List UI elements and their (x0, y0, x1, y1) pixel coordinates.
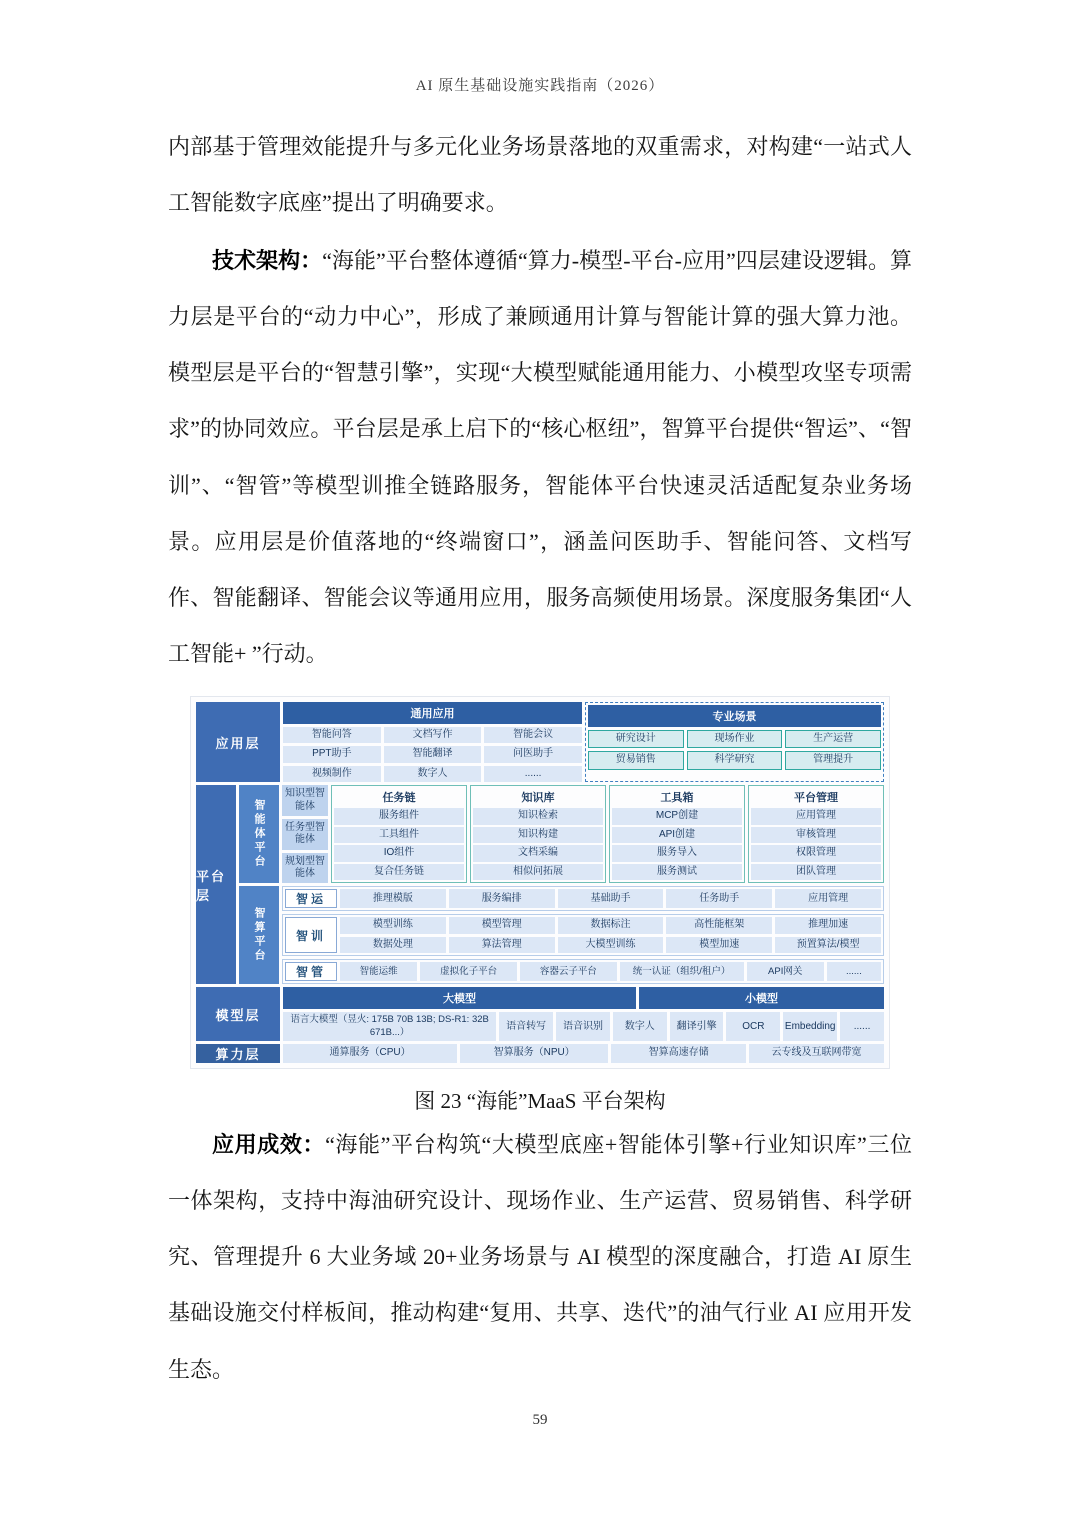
maas-row-zhiyun (282, 886, 884, 911)
agent-group-toolbox (609, 785, 745, 883)
agent-types-column (282, 785, 328, 883)
diagram-cell: 研究设计 (588, 730, 684, 749)
diagram-cell: 任务型智能体 (282, 819, 328, 850)
diagram-cell: 规划型智能体 (282, 853, 328, 884)
diagram-cell: 复合任务链 (334, 864, 464, 881)
agent-group-title: 任务链 (382, 792, 416, 805)
diagram-cell: 模型训练 (340, 917, 446, 934)
diagram-cell: 数据处理 (340, 937, 446, 954)
maas-row-title: 智训 (285, 917, 337, 953)
model-layer-body (283, 987, 884, 1041)
diagram-cell: 智能翻译 (384, 746, 482, 763)
diagram-cell: 通算服务（CPU） (283, 1044, 457, 1063)
diagram-cell: 工具组件 (334, 827, 464, 844)
diagram-cell: 科学研究 (687, 751, 783, 770)
figure-caption: 图 23 “海能”MaaS 平台架构 (414, 1089, 666, 1114)
diagram-cell: 语言大模型（昱火: 175B 70B 13B; DS-R1: 32B 671B...） (283, 1012, 496, 1041)
diagram-cell: 应用管理 (751, 808, 881, 825)
page-content (0, 95, 1080, 1398)
general-apps-header: 通用应用 (283, 702, 582, 724)
paragraph-application-results-label: 应用成效： (212, 1132, 326, 1158)
layer-label-model: 模型层 (196, 987, 280, 1041)
maas-rows (282, 886, 884, 984)
compute-cells (283, 1044, 884, 1063)
diagram-cell: 模型管理 (449, 917, 555, 934)
diagram-cell: 高性能框架 (666, 917, 772, 934)
agent-group-taskchain (331, 785, 467, 883)
diagram-cell: Embedding (783, 1012, 837, 1041)
layer-label-platform: 平台层 (196, 785, 236, 984)
agent-platform-label-text: 智能体平台 (253, 799, 265, 870)
maas-platform-section (239, 886, 884, 984)
model-headers (283, 987, 884, 1009)
diagram-cell: 预置算法/模型 (775, 937, 881, 954)
paragraph-application-results-text: “海能”平台构筑“大模型底座+智能体引擎+行业知识库”三位一体架构，支持中海油研究设计、现场作业、生产运营、贸易销售、科学研究、管理提升 6 大业务域 20+业务场景与 AI 模型的深度融合，打造 AI 原生基础设施交付样板间，推动构建“复用、共享、迭代”的油气行业 AI 应用开发生态。 (168, 1132, 912, 1382)
diagram-cell: ...... (484, 766, 582, 783)
model-cells (283, 1012, 884, 1041)
maas-row-items (340, 889, 881, 908)
diagram-cell: 管理提升 (785, 751, 881, 770)
diagram-cell: API网关 (747, 962, 824, 981)
platform-layer-body (239, 785, 884, 984)
small-model-header: 小模型 (639, 987, 884, 1009)
diagram-cell: 算法管理 (449, 937, 555, 954)
paragraph-intro (168, 95, 912, 231)
diagram-cell: 数字人 (384, 766, 482, 783)
agent-capability-groups (331, 785, 884, 883)
diagram-cell: 数字人 (613, 1012, 667, 1041)
diagram-cell: 应用管理 (775, 889, 881, 908)
agent-group-title: 工具箱 (660, 792, 694, 805)
diagram-cell: 模型加速 (666, 937, 772, 954)
diagram-cell: 权限管理 (751, 845, 881, 862)
diagram-cell: 服务导入 (612, 845, 742, 862)
agent-group-title: 知识库 (521, 792, 555, 805)
maas-row-title: 智管 (285, 962, 337, 981)
page-number: 59 (532, 1411, 548, 1428)
diagram-cell: 服务测试 (612, 864, 742, 881)
compute-layer-row (196, 1044, 884, 1063)
paragraph-application-results (168, 1115, 912, 1397)
maas-row-items (340, 962, 881, 981)
layer-label-application: 应用层 (196, 702, 280, 783)
paragraph-tech-architecture-label: 技术架构： (212, 248, 323, 274)
diagram-cell: PPT助手 (283, 746, 381, 763)
diagram-cell: 推理模版 (340, 889, 446, 908)
diagram-cell: 智能会议 (484, 727, 582, 744)
big-model-header: 大模型 (283, 987, 636, 1009)
paragraph-tech-architecture-text: “海能”平台整体遵循“算力-模型-平台-应用”四层建设逻辑。算力层是平台的“动力中心”，形成了兼顾通用计算与智能计算的强大算力池。模型层是平台的“智慧引擎”，实现“大模型赋能通用能力、小模型攻坚专项需求”的协同效应。平台层是承上启下的“核心枢纽”，智算平台提供“智运”、“智训”、“智管”等模型训推全链路服务，智能体平台快速灵活适配复杂业务场景。应用层是价值落地的“终端窗口”，涵盖问医助手、智能问答、文档写作、智能翻译、智能会议等通用应用，服务高频使用场景。深度服务集团“人工智能+ ”行动。 (168, 248, 912, 666)
diagram-cell: 审核管理 (751, 827, 881, 844)
document-header-title: AI 原生基础设施实践指南（2026） (415, 78, 665, 94)
diagram-cell: ...... (840, 1012, 884, 1041)
maas-platform-architecture-diagram (190, 696, 890, 1069)
layer-label-compute: 算力层 (196, 1044, 280, 1063)
diagram-cell: 智能运维 (340, 962, 417, 981)
diagram-cell: 语音识别 (556, 1012, 610, 1041)
diagram-cell: 生产运营 (785, 730, 881, 749)
diagram-cell: 知识检索 (473, 808, 603, 825)
platform-layer-row (196, 785, 884, 984)
maas-platform-label-text: 智算平台 (253, 907, 265, 964)
maas-platform-label (239, 886, 279, 984)
diagram-cell: 知识构建 (473, 827, 603, 844)
diagram-cell: 容器云子平台 (520, 962, 617, 981)
special-scenes-header: 专业场景 (588, 705, 881, 727)
agent-group-knowledgebase (470, 785, 606, 883)
diagram-cell: 视频制作 (283, 766, 381, 783)
diagram-cell: 文档写作 (384, 727, 482, 744)
diagram-cell: 贸易销售 (588, 751, 684, 770)
special-scenes-section (585, 702, 884, 783)
general-apps-grid (283, 727, 582, 783)
diagram-cell: 服务组件 (334, 808, 464, 825)
diagram-cell: 服务编排 (449, 889, 555, 908)
agent-group-title: 平台管理 (794, 792, 838, 805)
diagram-cell: 智能问答 (283, 727, 381, 744)
diagram-cell: 云专线及互联网带宽 (749, 1044, 884, 1063)
diagram-cell: 虚拟化子平台 (420, 962, 517, 981)
agent-platform-label (239, 785, 279, 883)
paragraph-tech-architecture (168, 231, 912, 682)
diagram-cell: 相似问拓展 (473, 864, 603, 881)
diagram-cell: 现场作业 (687, 730, 783, 749)
diagram-cell: 文档采编 (473, 845, 603, 862)
diagram-cell: 智算服务（NPU） (460, 1044, 608, 1063)
diagram-cell: 知识型智能体 (282, 785, 328, 816)
diagram-cell: 团队管理 (751, 864, 881, 881)
diagram-cell: OCR (726, 1012, 780, 1041)
diagram-cell: 语音转写 (499, 1012, 553, 1041)
diagram-cell: 翻译引擎 (670, 1012, 724, 1041)
maas-row-items (340, 917, 881, 953)
model-layer-row (196, 987, 884, 1041)
diagram-cell: 推理加速 (775, 917, 881, 934)
diagram-cell: MCP创建 (612, 808, 742, 825)
diagram-cell: 大模型训练 (558, 937, 664, 954)
agent-platform-section (239, 785, 884, 883)
maas-row-title: 智运 (285, 889, 337, 908)
diagram-cell: API创建 (612, 827, 742, 844)
special-scenes-grid (588, 730, 881, 770)
general-apps-section (283, 702, 582, 783)
diagram-cell: IO组件 (334, 845, 464, 862)
diagram-cell: ...... (827, 962, 881, 981)
maas-row-zhiguan (282, 959, 884, 984)
diagram-cell: 基础助手 (558, 889, 664, 908)
diagram-cell: 智算高速存储 (611, 1044, 746, 1063)
diagram-cell: 任务助手 (666, 889, 772, 908)
maas-row-zhixun (282, 914, 884, 956)
paragraph-intro-text: 内部基于管理效能提升与多元化业务场景落地的双重需求，对构建“一站式人工智能数字底座”提出了明确要求。 (168, 134, 912, 216)
application-layer-body (283, 702, 884, 783)
diagram-cell: 问医助手 (484, 746, 582, 763)
application-layer-row (196, 702, 884, 783)
agent-group-platform-mgmt (748, 785, 884, 883)
diagram-cell: 统一认证（组织/租户） (620, 962, 744, 981)
diagram-cell: 数据标注 (558, 917, 664, 934)
